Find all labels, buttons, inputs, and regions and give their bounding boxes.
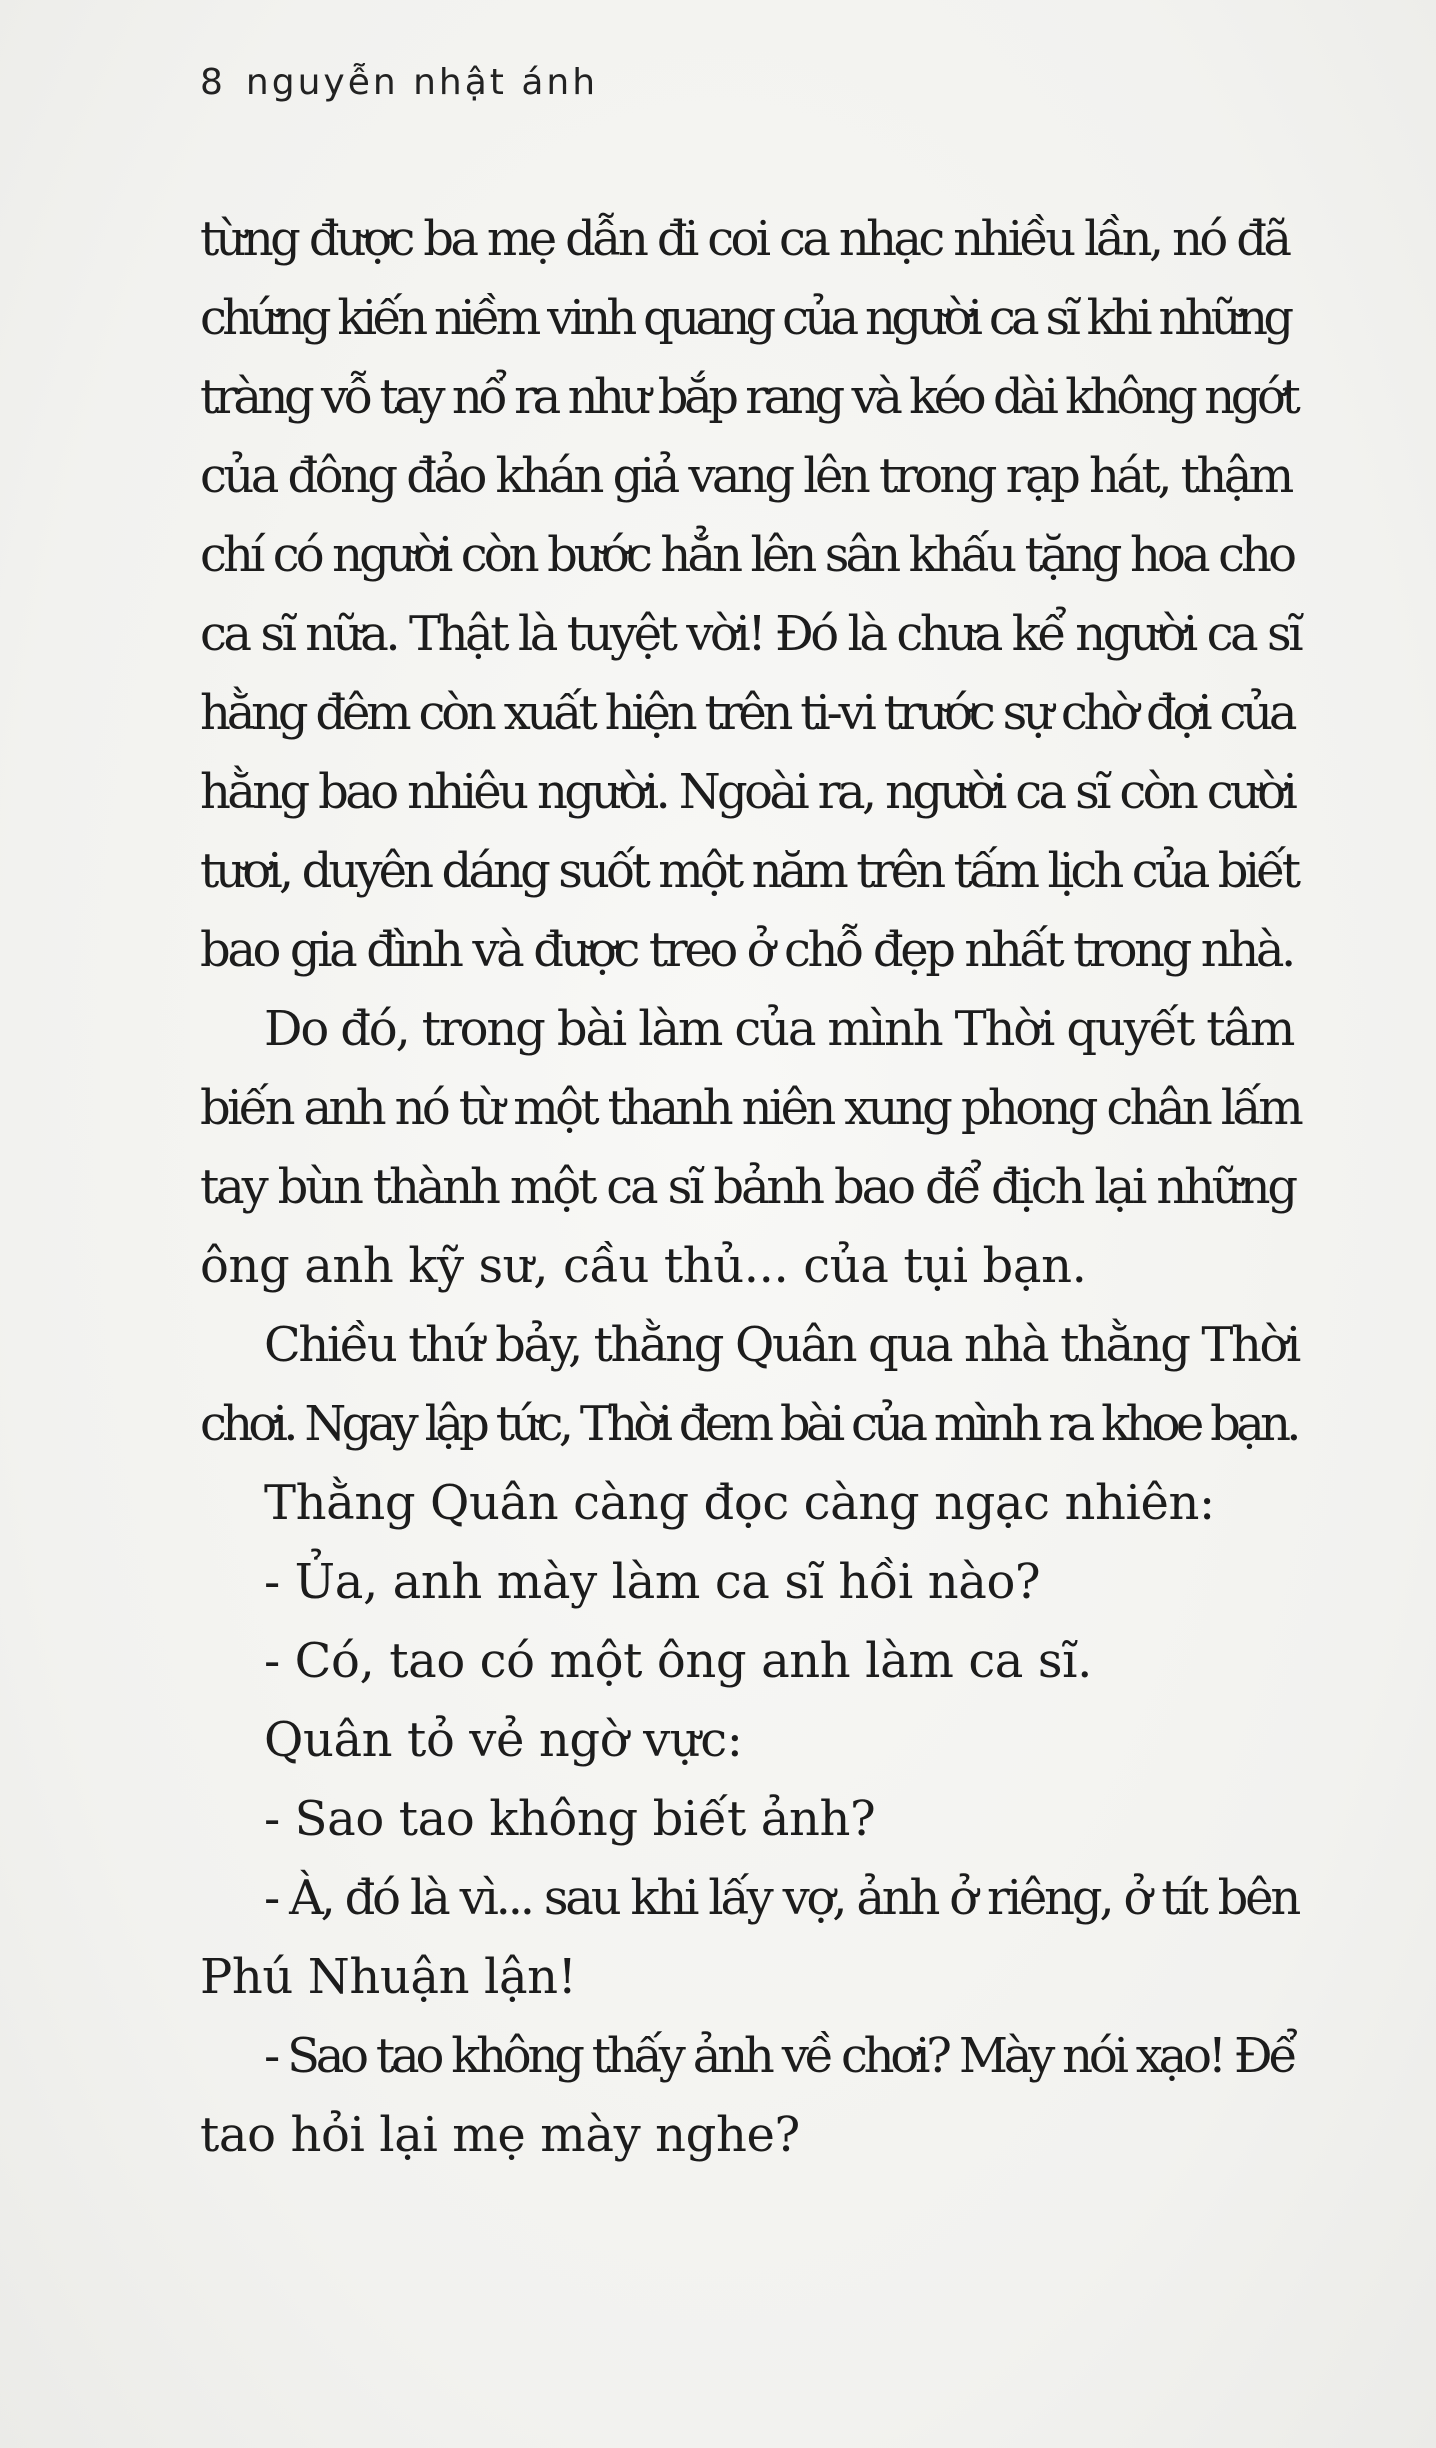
text-line: chí có người còn bước hẳn lên sân khấu tặng hoa cho	[200, 527, 1294, 583]
dialogue-line: - À, đó là vì... sau khi lấy vợ, ảnh ở riêng, ở tít bên	[264, 1870, 1299, 1926]
dialogue-line: - Sao tao không thấy ảnh về chơi? Mày nói xạo! Để	[264, 2028, 1294, 2084]
text-line: ca sĩ nữa. Thật là tuyệt vời! Đó là chưa kể người ca sĩ	[200, 606, 1301, 662]
author-name: nguyễn nhật ánh	[245, 62, 599, 103]
paragraph-first-line: Do đó, trong bài làm của mình Thời quyết tâm	[264, 1001, 1294, 1057]
text-line: tao hỏi lại mẹ mày nghe?	[200, 2107, 800, 2163]
text-line: bao gia đình và được treo ở chỗ đẹp nhất trong nhà.	[200, 922, 1293, 978]
text-line: chứng kiến niềm vinh quang của người ca sĩ khi những	[200, 290, 1290, 346]
text-line: của đông đảo khán giả vang lên trong rạp hát, thậm	[200, 448, 1291, 504]
dialogue-line: - Sao tao không biết ảnh?	[264, 1791, 876, 1847]
text-line: biến anh nó từ một thanh niên xung phong chân lấm	[200, 1080, 1301, 1136]
text-line: hằng bao nhiêu người. Ngoài ra, người ca sĩ còn cười	[200, 764, 1295, 820]
text-line: tươi, duyên dáng suốt một năm trên tấm lịch của biết	[200, 843, 1298, 899]
text-line: chơi. Ngay lập tức, Thời đem bài của mình ra khoe bạn.	[200, 1396, 1297, 1452]
text-line: từng được ba mẹ dẫn đi coi ca nhạc nhiều lần, nó đã	[200, 211, 1289, 267]
paragraph-first-line: Chiều thứ bảy, thằng Quân qua nhà thằng Thời	[264, 1317, 1299, 1373]
paragraph-first-line: Quân tỏ vẻ ngờ vực:	[264, 1712, 743, 1768]
text-line: ông anh kỹ sư, cầu thủ... của tụi bạn.	[200, 1238, 1087, 1294]
text-line: tay bùn thành một ca sĩ bảnh bao để địch lại những	[200, 1159, 1296, 1215]
text-line: hằng đêm còn xuất hiện trên ti-vi trước sự chờ đợi của	[200, 685, 1294, 741]
running-header	[200, 62, 598, 103]
body-text	[200, 200, 1300, 2175]
text-line: Phú Nhuận lận!	[200, 1949, 577, 2005]
dialogue-line: - Có, tao có một ông anh làm ca sĩ.	[264, 1633, 1092, 1689]
page-number: 8	[200, 62, 226, 103]
dialogue-line: - Ủa, anh mày làm ca sĩ hồi nào?	[264, 1554, 1041, 1610]
text-line: tràng vỗ tay nổ ra như bắp rang và kéo dài không ngớt	[200, 369, 1297, 425]
paragraph-first-line: Thằng Quân càng đọc càng ngạc nhiên:	[264, 1475, 1215, 1531]
